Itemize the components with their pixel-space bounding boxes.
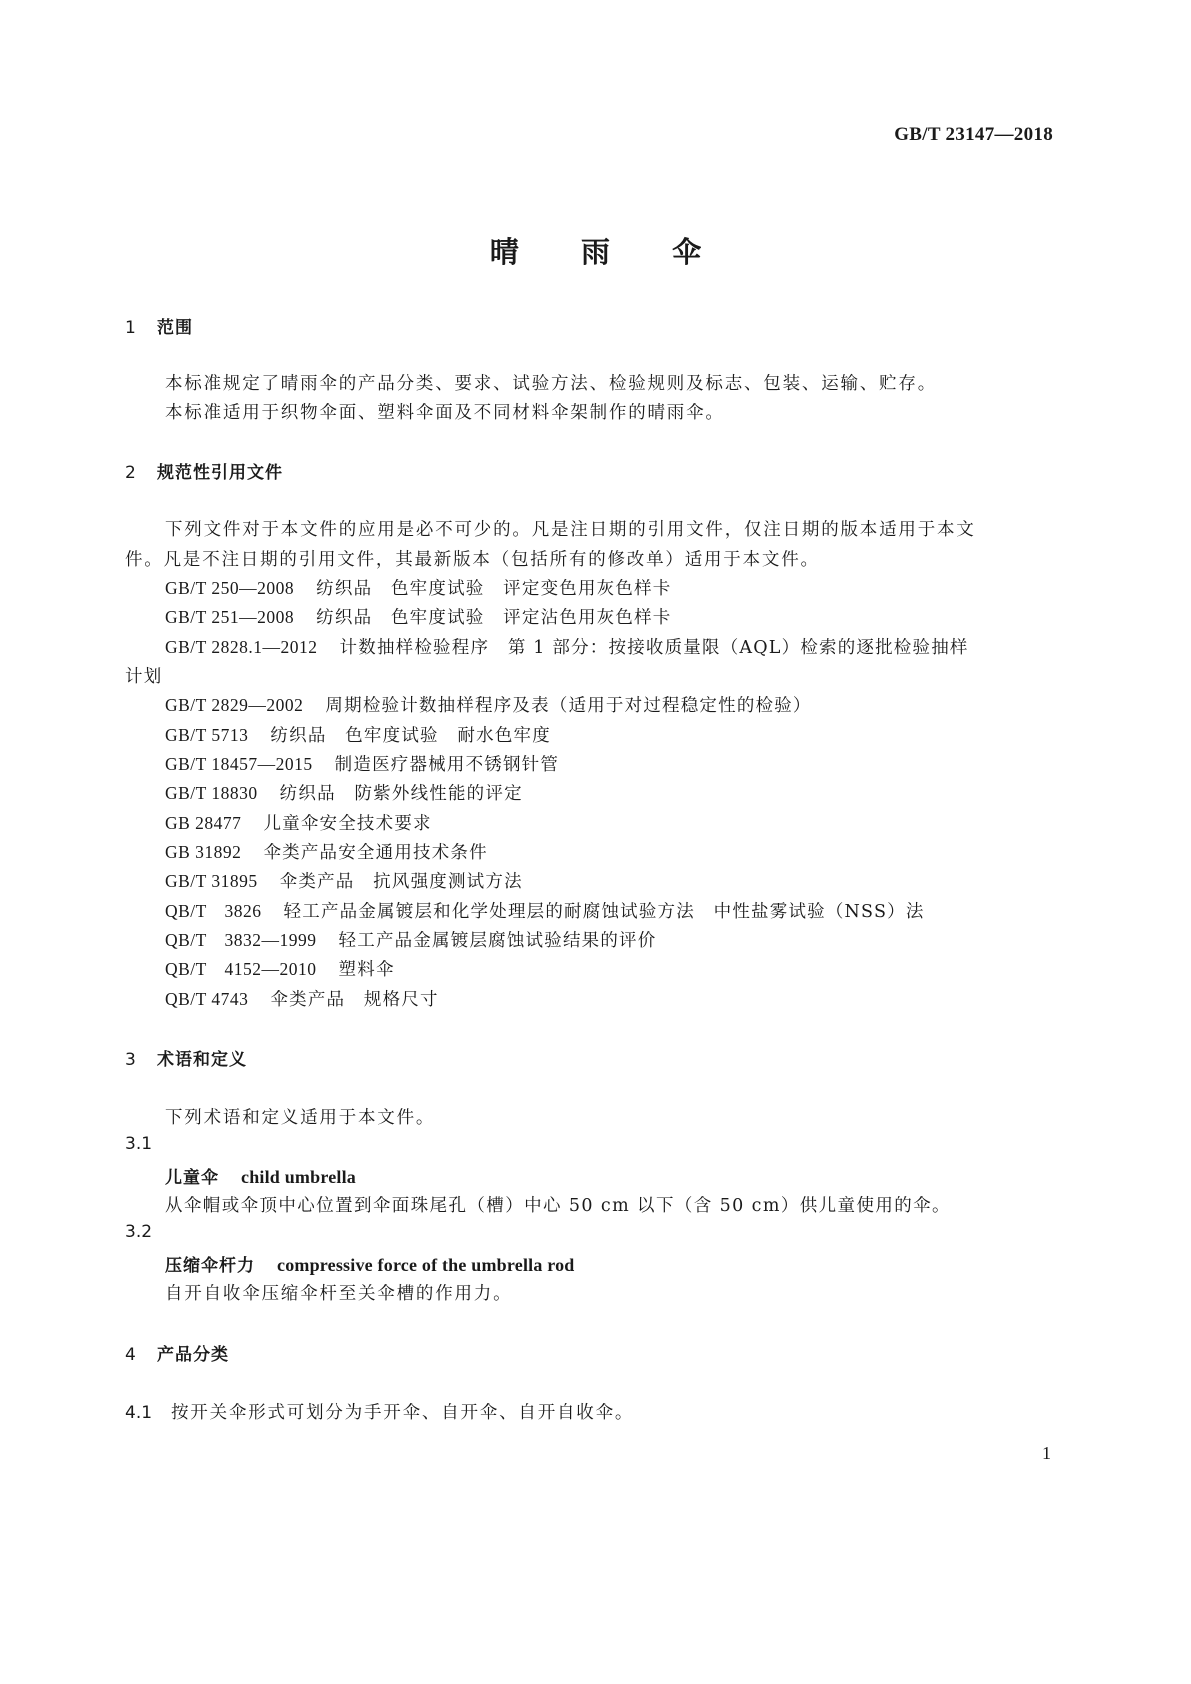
term-zh: 压缩伞杆力 xyxy=(165,1256,255,1276)
paragraph: 本标准适用于织物伞面、塑料伞面及不同材料伞架制作的晴雨伞。 xyxy=(165,403,725,423)
reference-item xyxy=(165,810,432,835)
reference-item xyxy=(165,634,969,659)
document-title: 晴 雨 伞 xyxy=(489,235,728,269)
reference-item xyxy=(165,868,523,893)
paragraph: 下列术语和定义适用于本文件。 xyxy=(165,1108,436,1128)
reference-title: 儿童伞安全技术要求 xyxy=(263,814,432,834)
reference-title: 纺织品 色牢度试验 耐水色牢度 xyxy=(270,726,551,746)
reference-title: 伞类产品 抗风强度测试方法 xyxy=(279,872,523,892)
reference-code: QB/T 4152—2010 xyxy=(165,959,317,979)
reference-code: GB/T 31895 xyxy=(165,871,258,891)
term-en: compressive force of the umbrella rod xyxy=(277,1255,575,1275)
reference-item xyxy=(165,927,656,952)
reference-title: 计数抽样检验程序 第 1 部分：按接收质量限（AQL）检索的逐批检验抽样 xyxy=(339,638,969,658)
reference-code: GB 28477 xyxy=(165,813,242,833)
reference-code: GB/T 18457—2015 xyxy=(165,754,313,774)
section-3-heading xyxy=(125,1045,247,1070)
reference-code: GB/T 2829—2002 xyxy=(165,695,304,715)
reference-item xyxy=(165,898,925,923)
clause-4-1 xyxy=(125,1399,634,1424)
reference-item xyxy=(165,575,671,600)
reference-continuation: 计划 xyxy=(125,667,163,687)
reference-item xyxy=(165,986,439,1011)
reference-title: 轻工产品金属镀层和化学处理层的耐腐蚀试验方法 中性盐雾试验（NSS）法 xyxy=(283,902,925,922)
term-definition: 从伞帽或伞顶中心位置到伞面珠尾孔（槽）中心 50 cm 以下（含 50 cm）供儿童使用的伞。 xyxy=(165,1196,951,1216)
section-title: 术语和定义 xyxy=(157,1050,247,1070)
reference-title: 纺织品 防紫外线性能的评定 xyxy=(279,784,523,804)
clause-number: 4.1 xyxy=(125,1403,153,1423)
reference-code: QB/T 3826 xyxy=(165,901,262,921)
section-title: 规范性引用文件 xyxy=(157,463,283,483)
reference-code: QB/T 4743 xyxy=(165,989,249,1009)
reference-title: 纺织品 色牢度试验 评定变色用灰色样卡 xyxy=(316,579,672,599)
reference-item xyxy=(165,956,395,981)
reference-title: 塑料伞 xyxy=(338,960,395,980)
section-4-heading xyxy=(125,1340,229,1365)
reference-title: 周期检验计数抽样程序及表（适用于对过程稳定性的检验） xyxy=(325,696,812,716)
reference-item xyxy=(165,722,551,747)
reference-title: 纺织品 色牢度试验 评定沾色用灰色样卡 xyxy=(316,608,672,628)
paragraph: 下列文件对于本文件的应用是必不可少的。凡是注日期的引用文件，仅注日期的版本适用于本文 xyxy=(165,520,976,540)
reference-code: GB/T 18830 xyxy=(165,783,258,803)
term-en: child umbrella xyxy=(241,1167,356,1187)
term-zh: 儿童伞 xyxy=(165,1168,219,1188)
section-2-heading xyxy=(125,458,283,483)
reference-code: QB/T 3832—1999 xyxy=(165,930,317,950)
section-title: 产品分类 xyxy=(157,1345,229,1365)
reference-code: GB/T 251—2008 xyxy=(165,607,295,627)
reference-title: 制造医疗器械用不锈钢针管 xyxy=(334,755,560,775)
reference-code: GB/T 5713 xyxy=(165,725,249,745)
clause-text: 按开关伞形式可划分为手开伞、自开伞、自开自收伞。 xyxy=(171,1403,635,1423)
reference-title: 伞类产品安全通用技术条件 xyxy=(263,843,488,863)
section-number: 3 xyxy=(125,1050,137,1070)
term-number: 3.2 xyxy=(125,1222,153,1242)
reference-title: 伞类产品 规格尺寸 xyxy=(270,990,439,1010)
paragraph: 件。凡是不注日期的引用文件，其最新版本（包括所有的修改单）适用于本文件。 xyxy=(125,550,820,570)
term-heading xyxy=(165,1251,575,1276)
term-heading xyxy=(165,1163,356,1188)
section-title: 范围 xyxy=(157,318,193,338)
reference-item xyxy=(165,604,671,629)
page-number: 1 xyxy=(1042,1443,1051,1463)
section-1-heading xyxy=(125,313,193,338)
reference-item xyxy=(165,751,559,776)
section-number: 4 xyxy=(125,1345,137,1365)
reference-code: GB 31892 xyxy=(165,842,242,862)
document-code: GB/T 23147—2018 xyxy=(894,124,1053,145)
reference-title: 轻工产品金属镀层腐蚀试验结果的评价 xyxy=(338,931,657,951)
section-number: 1 xyxy=(125,318,137,338)
term-number: 3.1 xyxy=(125,1134,153,1154)
reference-item xyxy=(165,780,523,805)
reference-code: GB/T 250—2008 xyxy=(165,578,295,598)
reference-code: GB/T 2828.1—2012 xyxy=(165,637,318,657)
paragraph: 本标准规定了晴雨伞的产品分类、要求、试验方法、检验规则及标志、包装、运输、贮存。 xyxy=(165,374,937,394)
term-definition: 自开自收伞压缩伞杆至关伞槽的作用力。 xyxy=(165,1284,513,1304)
section-number: 2 xyxy=(125,463,137,483)
reference-item xyxy=(165,692,812,717)
reference-item xyxy=(165,839,488,864)
